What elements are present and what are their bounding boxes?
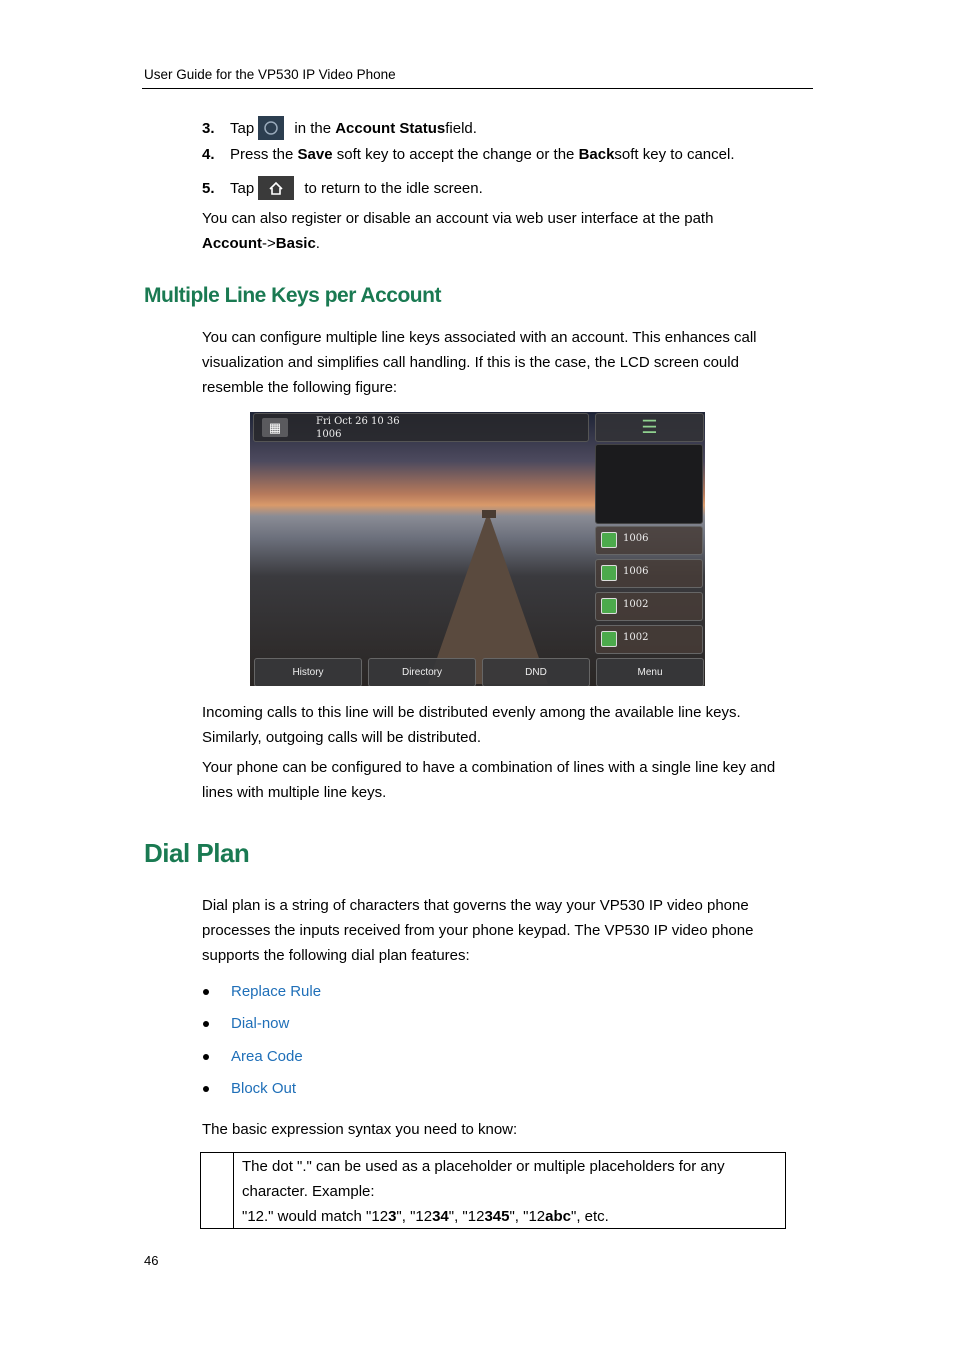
softkey-menu[interactable]: Menu <box>596 658 704 686</box>
line-key-1[interactable] <box>595 526 703 555</box>
paragraph-line: visualization and simplifies call handling. If this is the case, the LCD screen could <box>202 354 739 371</box>
account-status-label: Account Status <box>335 119 446 137</box>
section-heading-multiple-line-keys: Multiple Line Keys per Account <box>144 284 441 307</box>
running-header: User Guide for the VP530 IP Video Phone <box>144 67 396 82</box>
table-line: The dot "." can be used as a placeholder or multiple placeholders for any <box>242 1158 725 1175</box>
paragraph-line: supports the following dial plan features: <box>202 947 470 964</box>
dial-intro <box>202 893 812 968</box>
step-text: soft key to accept the change or the <box>332 146 579 163</box>
paragraph-line: Incoming calls to this line will be distributed evenly among the available line keys. <box>202 704 741 721</box>
step-number: 3. <box>202 119 215 137</box>
home-icon <box>258 176 294 200</box>
phone-icon <box>601 532 617 548</box>
softkey-history[interactable]: History <box>254 658 362 686</box>
phone-icon <box>601 631 617 647</box>
path-end: . <box>315 235 320 252</box>
bullet-icon <box>203 1054 209 1060</box>
web-path <box>202 231 812 256</box>
line-key-3[interactable] <box>595 592 703 621</box>
step-number: 4. <box>202 146 215 163</box>
paragraph-line: Dial plan is a string of characters that governs the way your VP530 IP video phone <box>202 897 749 914</box>
web-note <box>202 206 812 256</box>
link-block-out[interactable]: Block Out <box>231 1080 297 1097</box>
header-rule <box>142 88 813 89</box>
example-text: "12." would match "12 <box>242 1208 389 1225</box>
table-example <box>242 1204 782 1229</box>
bullet-icon <box>203 1086 209 1092</box>
line-key-4[interactable] <box>595 625 703 654</box>
feature-list-item <box>202 1080 296 1097</box>
step-text: to return to the idle screen. <box>300 179 483 197</box>
line-key-2[interactable] <box>595 559 703 588</box>
step-5 <box>202 176 483 200</box>
page-number: 46 <box>144 1253 159 1268</box>
example-bold: 34 <box>432 1208 449 1225</box>
phone-icon <box>601 565 617 581</box>
path-account: Account <box>202 235 262 252</box>
line-key-label: 1002 <box>623 599 649 610</box>
step-text: soft key to cancel. <box>614 146 735 163</box>
example-bold: 345 <box>484 1208 510 1225</box>
date-time: Fri Oct 26 10 36 <box>316 416 400 427</box>
grid-icon: ▦ <box>262 418 288 437</box>
table-description-cell <box>242 1154 782 1229</box>
paragraph-line: You can configure multiple line keys associated with an account. This enhances call <box>202 329 757 346</box>
save-softkey-label: Save <box>297 146 333 163</box>
mlk-after <box>202 700 812 750</box>
paragraph-line: resemble the following figure: <box>202 379 398 396</box>
step-4 <box>202 146 734 163</box>
table-line: character. Example: <box>242 1183 375 1200</box>
line-key-label: 1002 <box>623 632 649 643</box>
step-text: field. <box>445 119 477 137</box>
paragraph-line: Your phone can be configured to have a combination of lines with a single line key and <box>202 759 776 776</box>
bullet-icon <box>203 989 209 995</box>
softkey-dnd[interactable]: DND <box>482 658 590 686</box>
bullet-icon <box>203 1021 209 1027</box>
example-text: ", "12 <box>509 1208 546 1225</box>
table-symbol-cell <box>201 1153 234 1228</box>
mlk-intro <box>202 325 812 400</box>
paragraph-line: Similarly, outgoing calls will be distributed. <box>202 729 482 746</box>
path-separator: -> <box>262 235 276 252</box>
link-dial-now[interactable]: Dial-now <box>231 1015 290 1032</box>
back-softkey-label: Back <box>578 146 615 163</box>
example-text: ", etc. <box>571 1208 609 1225</box>
step-number: 5. <box>202 179 215 197</box>
step-3 <box>202 116 477 140</box>
step-text: in the <box>290 119 336 137</box>
list-menu-icon[interactable]: ☰ <box>595 413 704 442</box>
example-text: ", "12 <box>396 1208 433 1225</box>
step-text: Press the <box>230 146 298 163</box>
video-preview-panel <box>595 444 703 524</box>
example-bold: abc <box>545 1208 571 1225</box>
syntax-table <box>200 1152 786 1229</box>
syntax-intro: The basic expression syntax you need to know: <box>202 1121 518 1138</box>
link-replace-rule[interactable]: Replace Rule <box>231 983 322 1000</box>
softkey-directory[interactable]: Directory <box>368 658 476 686</box>
web-note-text: You can also register or disable an account via web user interface at the path <box>202 210 714 227</box>
paragraph-line: lines with multiple line keys. <box>202 784 387 801</box>
circle-icon <box>258 116 284 140</box>
status-bar <box>253 413 589 442</box>
feature-list-item <box>202 983 321 1000</box>
step-text: Tap <box>230 179 255 197</box>
section-heading-dial-plan: Dial Plan <box>144 838 250 868</box>
feature-list-item <box>202 1015 289 1032</box>
feature-list-item <box>202 1048 303 1065</box>
link-area-code[interactable]: Area Code <box>231 1048 303 1065</box>
line-key-label: 1006 <box>623 533 649 544</box>
example-bold: 3 <box>388 1208 397 1225</box>
example-text: ", "12 <box>448 1208 485 1225</box>
pier-end <box>482 510 496 518</box>
account-number: 1006 <box>316 429 342 440</box>
line-key-label: 1006 <box>623 566 649 577</box>
path-basic: Basic <box>275 235 316 252</box>
phone-lcd-screenshot <box>250 412 705 686</box>
phone-icon <box>601 598 617 614</box>
step-text: Tap <box>230 119 255 137</box>
paragraph-line: processes the inputs received from your phone keypad. The VP530 IP video phone <box>202 922 754 939</box>
mlk-after2 <box>202 755 822 805</box>
